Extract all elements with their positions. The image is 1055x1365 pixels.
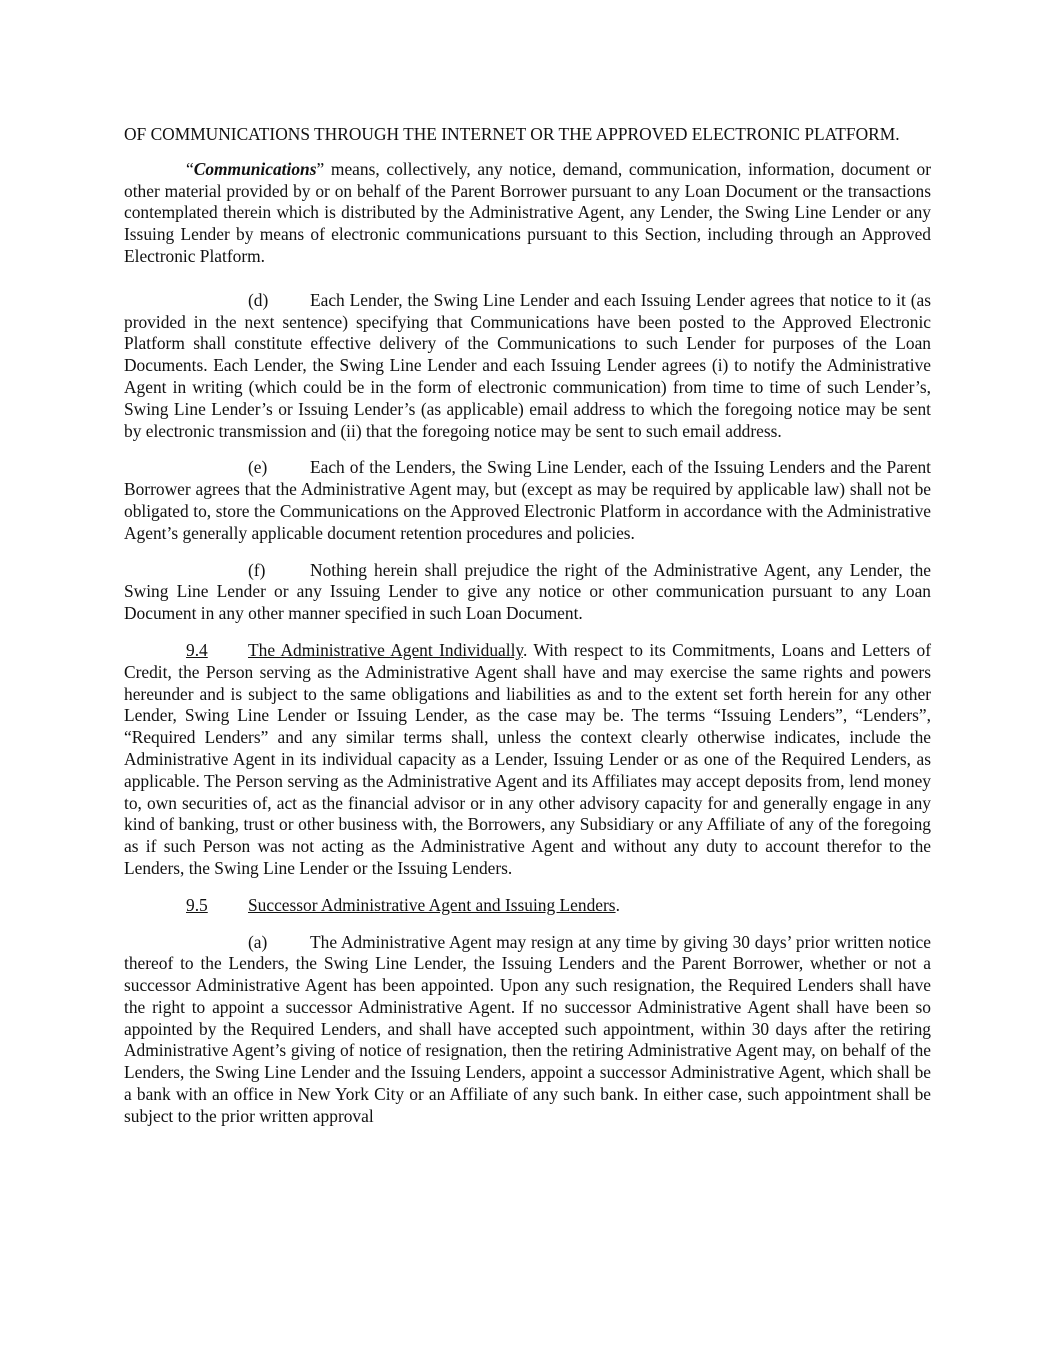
subsection-e [124,457,931,544]
definition-text: means, collectively, any notice, demand, communication, information, document or other material provided by or on behalf of the Parent Borrower pursuant to any Loan Document or the transactions contemplated therein which is distributed by the Administrative Agent, any Lender, the Swing Line Lender or any Issuing Lender by means of electronic communications pursuant to this Section, including through an Approved Electronic Platform. [124,158,931,266]
subsection-f [124,560,931,625]
section-heading: The Administrative Agent Individually [248,639,523,660]
subsection-d [124,290,931,443]
section-text: . With respect to its Commitments, Loans and Letters of Credit, the Person serving as the Administrative Agent shall have and may exercise the same rights and powers hereunder and is subject to the same obligations and liabilities as and to the extent set forth herein for any other Lender, Swing Line Lender or Issuing Lender, as the case may be. The terms “Issuing Lenders”, “Lenders”, “Required Lenders” and any similar terms shall, unless the context clearly otherwise indicates, include the Administrative Agent in its individual capacity as a Lender, Issuing Lender or as one of the Required Lenders, as applicable. The Person serving as the Administrative Agent and its Affiliates may accept deposits from, lend money to, own securities of, act as the financial advisor or in any other advisory capacity for and generally engage in any kind of banking, trust or other business with, the Borrowers, any Subsidiary or any Affiliate of any of the foregoing as if such Person was not acting as the Administrative Agent and without any duty to account therefor to the Lenders, the Swing Line Lender or the Issuing Lenders. [124,639,931,878]
subsection-text: The Administrative Agent may resign at any time by giving 30 days’ prior written notice thereof to the Lenders, the Swing Line Lender, the Issuing Lenders and the Parent Borrower, whether or not a successor Administrative Agent has been appointed. Upon any such resignation, the Required Lenders shall have the right to appoint a successor Administrative Agent. If no successor Administrative Agent shall have been so appointed by the Required Lenders, and shall have accepted such appointment, within 30 days after the retiring Administrative Agent’s giving of notice of resignation, then the retiring Administrative Agent may, on behalf of the Lenders, the Swing Line Lender and the Issuing Lenders, appoint a successor Administrative Agent, which shall be a bank with an office in New York City or an Affiliate of any such bank. In either case, such appointment shall be subject to the prior written approval [124,931,931,1126]
section-9-5 [124,895,931,917]
subsection-label: (a) [248,931,268,952]
defined-term-communications: Communications [193,158,317,179]
section-heading-period: . [615,894,620,915]
document-page [124,124,931,1143]
subsection-label: (e) [248,457,268,478]
subsection-a [124,932,931,1128]
caps-disclaimer-tail: OF COMMUNICATIONS THROUGH THE INTERNET OR THE APPROVED ELECTRONIC PLATFORM. [124,124,900,144]
subsection-text: Nothing herein shall prejudice the right of the Administrative Agent, any Lender, the Swing Line Lender or any Issuing Lender to give any notice or other communication pursuant to any Loan Document in any other manner specified in such Loan Document. [124,559,931,624]
communications-definition [124,159,931,268]
open-quote: “ [186,158,194,179]
subsection-label: (d) [248,289,269,310]
close-quote: ” [316,158,325,179]
subsection-label: (f) [248,559,266,580]
section-number: 9.4 [186,639,208,660]
subsection-text: Each of the Lenders, the Swing Line Lender, each of the Issuing Lenders and the Parent Borrower agrees that the Administrative Agent may, but (except as may be required by applicable law) shall not be obligated to, store the Communications on the Approved Electronic Platform in accordance with the Administrative Agent’s generally applicable document retention procedures and policies. [124,457,931,543]
section-9-4 [124,640,931,880]
section-number: 9.5 [186,894,208,915]
subsection-text: Each Lender, the Swing Line Lender and each Issuing Lender agrees that notice to it (as provided in the next sentence) specifying that Communications have been posted to the Approved Electronic Platform shall constitute effective delivery of the Communications to such Lender for purposes of the Loan Documents. Each Lender, the Swing Line Lender and each Issuing Lender agrees (i) to notify the Administrative Agent in writing (which could be in the form of electronic communication) from time to time of such Lender’s, Swing Line Lender’s or Issuing Lender’s (as applicable) email address to which the foregoing notice may be sent by electronic transmission and (ii) that the foregoing notice may be sent to such email address. [124,289,931,441]
section-heading: Successor Administrative Agent and Issuing Lenders [248,894,616,915]
